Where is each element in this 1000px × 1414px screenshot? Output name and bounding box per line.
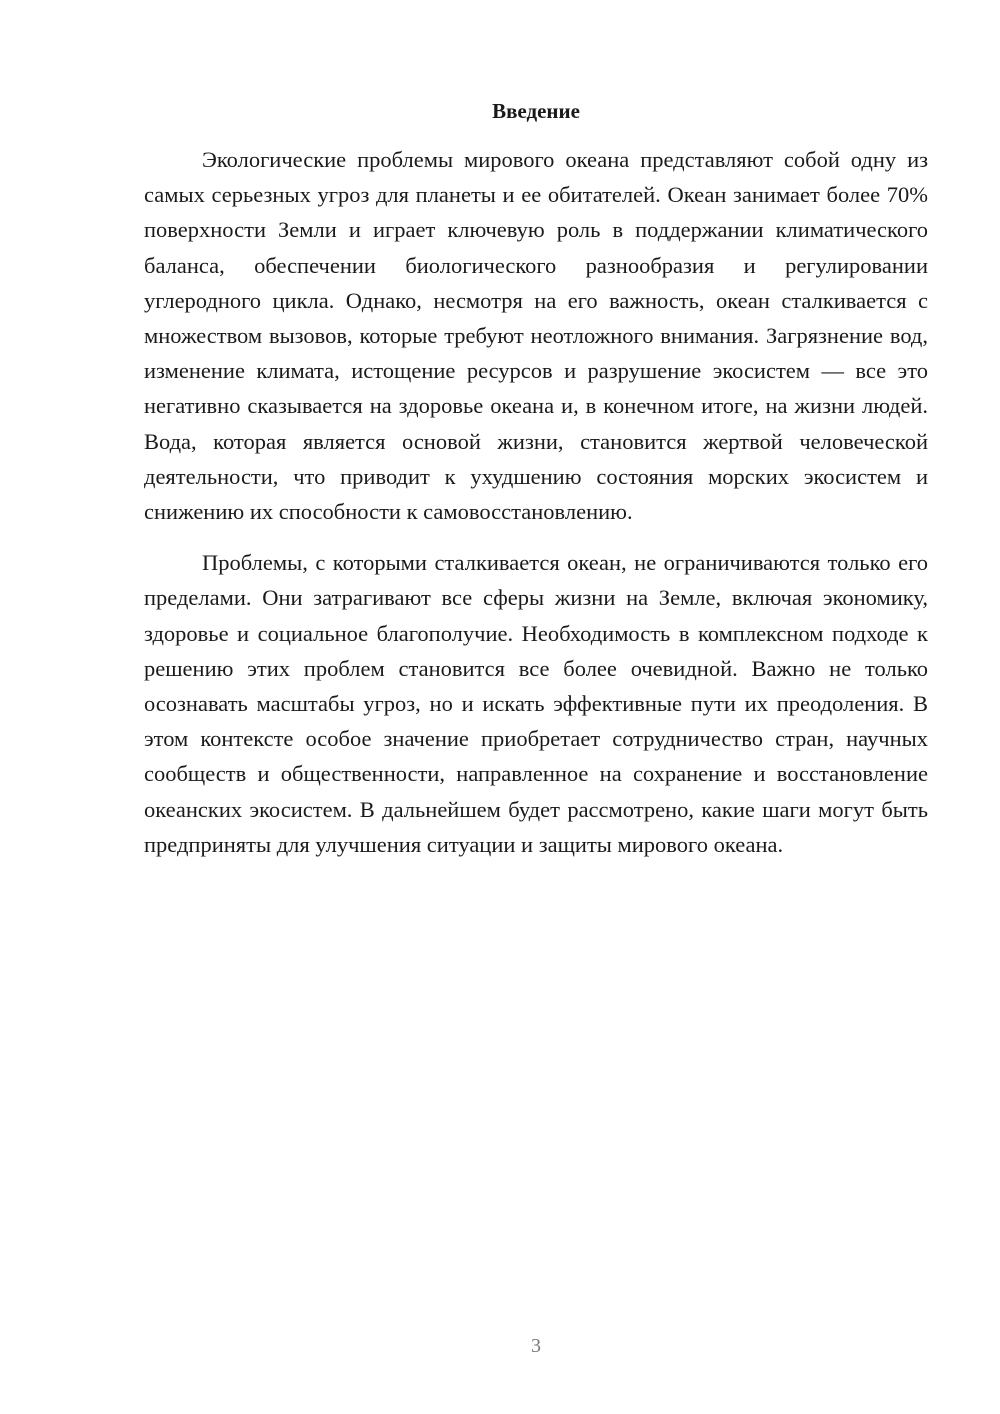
paragraph-2: Проблемы, с которыми сталкивается океан, не ограничиваются только его пределами. Они затрагивают все сферы жизни на Земле, включая экономику, здоровье и социальное благополучие. Необходимость в комплексном подходе к решению этих проблем становится все более очевидной. Важно не только осознавать масштабы угроз, но и искать эффективные пути их преодоления. В этом контексте особое значение приобретает сотрудничество стран, научных сообществ и общественности, направленное на сохранение и восстановление океанских экосистем. В дальнейшем будет рассмотрено, какие шаги могут быть предприняты для улучшения ситуации и защиты мирового океана. — [144, 550, 928, 857]
paragraph-1: Экологические проблемы мирового океана представляют собой одну из самых серьезных угроз для планеты и ее обитателей. Океан занимает более 70% поверхности Земли и играет ключевую роль в поддержании климатического баланса, обеспечении биологического разнообразия и регулировании углеродного цикла. Однако, несмотря на его важность, океан сталкивается с множеством вызовов, которые требуют неотложного внимания. Загрязнение вод, изменение климата, истощение ресурсов и разрушение экосистем — все это негативно сказывается на здоровье океана и, в конечном итоге, на жизни людей. Вода, которая является основой жизни, становится жертвой человеческой деятельности, что приводит к ухудшению состояния морских экосистем и снижению их способности к самовосстановлению. — [144, 147, 928, 525]
page-number: 3 — [531, 1335, 541, 1357]
body-text — [144, 142, 928, 862]
section-heading: Введение — [492, 99, 580, 123]
